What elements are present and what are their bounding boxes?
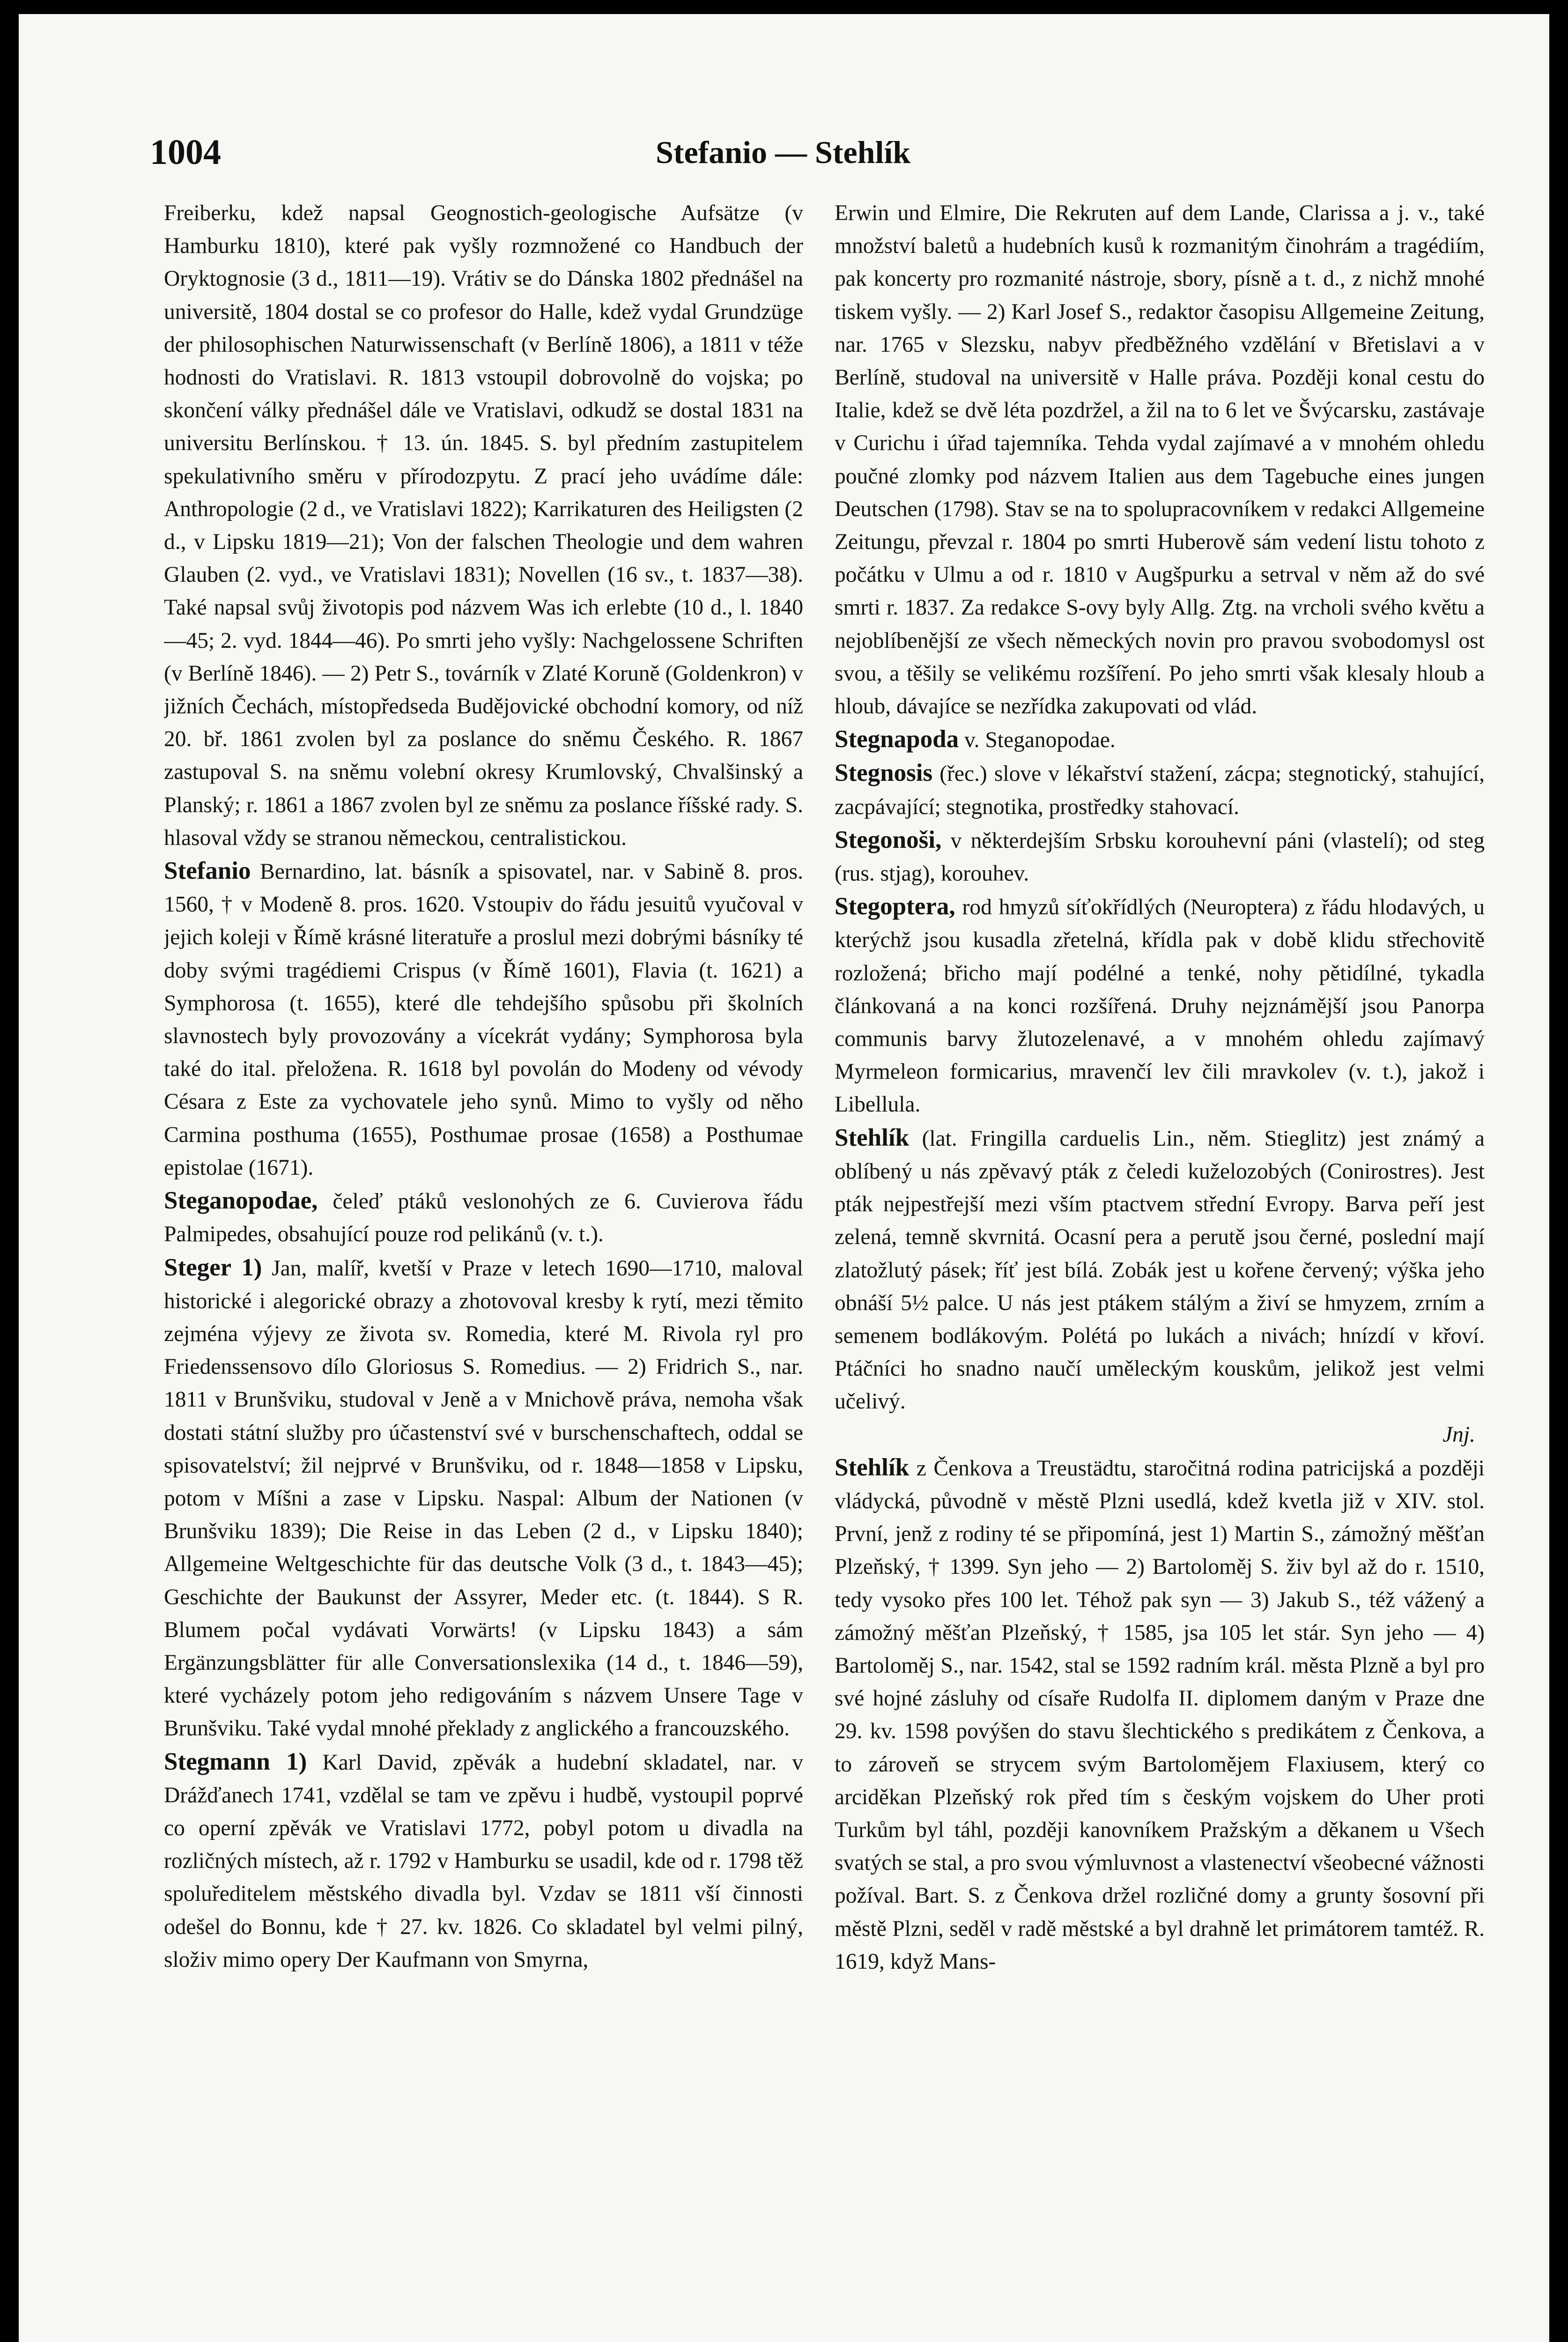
entry-text: (řec.) slove v lékařství stažení, zácpa; stegnotický, stahující, zacpávající; stegnotika, prostředky stahovací. [835,762,1485,819]
entry-text: (lat. Fringilla carduelis Lin., něm. Stieglitz) jest známý a oblíbený u nás zpěvavý pták z čeledi kuželozobých (Conirostres). Jest pták nejpestřejší mezi vším ptactvem střední Evropy. Barva peří jest zelená, temně skvrnitá. Ocasní pera a perutě jsou černé, poslední mají zlatožlutý pásek; říť jest bílá. Zobák jest u kořene červený; výška jeho obnáší 5½ palce. U nás jest ptákem stálým a živí se hmyzem, zrním a semenem bodlákovým. Polétá po lukách a nivách; hnízdí v křoví. Ptáčníci ho snadno naučí uměleckým kouskům, jelikož jest velmi učelivý. [835,1126,1485,1414]
entry-text: v některdejším Srbsku korouhevní páni (vlastelí); od steg (rus. stjag), korouhev. [835,828,1485,886]
entry-stehlik-family [835,1451,1485,1978]
entry-headword: Stegmann 1) [164,1748,307,1775]
entry-headword: Steganopodae, [164,1187,318,1215]
entry-continuation [835,197,1485,723]
entry-headword: Steger 1) [164,1253,262,1281]
entry-headword: Stehlík [835,1453,910,1481]
entry-text: Jan, malíř, kvetší v Praze v letech 1690—1710, maloval historické i alegorické obrazy a zhotovoval kresby k rytí, mezi těmito zejména výjevy ze života sv. Romedia, které M. Rivola ryl pro Friedenssensovo dílo Gloriosus S. Romedius. — 2) Fridrich S., nar. 1811 v Brunšviku, studoval v Jeně a v Mnichově práva, nemoha však dostati státní služby pro účastenství své v burschenschaftech, oddal se spisovatelství; žil nejprvé v Brunšviku, od r. 1848—1858 v Lipsku, potom v Míšni a zase v Lipsku. Naspal: Album der Nationen (v Brunšviku 1839); Die Reise in das Leben (2 d., v Lipsku 1840); Allgemeine Weltgeschichte für das deutsche Volk (3 d., t. 1843—45); Geschichte der Baukunst der Assyrer, Meder etc. (t. 1844). S R. Blumem počal vydávati Vorwärts! (v Lipsku 1843) a sám Ergänzungsblätter für alle Conversationslexika (14 d., t. 1846—59), které vycházely potom jeho redigováním s názvem Unsere Tage v Brunšviku. Také vydal mnohé překlady z anglického a francouzského. [164,1256,803,1741]
entry-continuation [164,197,803,854]
left-column [164,197,803,2342]
entry-text: Bernardino, lat. básník a spisovatel, nar. v Sabině 8. pros. 1560, † v Modeně 8. pros. 1620. Vstoupiv do řádu jesuitů vyučoval v jejich koleji v Římě krásné literatuře a proslul mezi dobrými básníky té doby svými tragédiemi Crispus (v Římě 1601), Flavia (t. 1621) a Symphorosa (t. 1655), které dle tehdejšího spůsobu při školních slavnostech byly provozovány a vícekrát vydány; Symphorosa byla také do ital. přeložena. R. 1618 byl povolán do Modeny od vévody Césara z Este za vychovatele jeho synů. Mimo to vyšly od něho Carmina posthuma (1655), Posthumae prosae (1658) a Posthumae epistolae (1671). [164,860,803,1180]
entry-headword: Stefanio [164,857,251,885]
entry-headword: Stegnapoda [835,726,959,753]
entry-signature [835,1418,1485,1451]
author-signature: Jnj. [1442,1422,1475,1447]
entry-headword: Stegonoši, [835,826,942,853]
right-column [835,197,1485,2342]
entry-text: Karl David, zpěvák a hudební skladatel, nar. v Drážďanech 1741, vzdělal se tam ve zpěvu i hudbě, vystoupil poprvé co operní zpěvák ve Vratislavi 1772, pobyl potom u divadla na rozličných místech, až r. 1792 v Hamburku se usadil, kde od r. 1798 těž spoluředitelem městského divadla byl. Vzdav se 1811 vší činnosti odešel do Bonnu, kde † 27. kv. 1826. Co skladatel byl velmi pilný, složiv mimo opery Der Kaufmann von Smyrna, [164,1750,803,1972]
page-header [150,132,1485,170]
entry-steganopodae [164,1184,803,1251]
entry-steger [164,1251,803,1745]
entry-stegmann [164,1745,803,1976]
entry-stehlik-bird [835,1121,1485,1418]
entry-headword: Stehlík [835,1124,910,1151]
entry-text: Freiberku, kdež napsal Geognostich-geologische Aufsätze (v Hamburku 1810), které pak vyšly rozmnožené co Handbuch der Oryktognosie (3 d., 1811—19). Vrátiv se do Dánska 1802 přednášel na universitě, 1804 dostal se co profesor do Halle, kdež vydal Grundzüge der philosophischen Naturwissenschaft (v Berlíně 1806), a 1811 v téže hodnosti do Vratislavi. R. 1813 vstoupil dobrovolně do vojska; po skončení války přednášel dále ve Vratislavi, odkudž se dostal 1831 na universitu Berlínskou. † 13. ún. 1845. S. byl předním zastupitelem spekulativního směru v přírodozpytu. Z prací jeho uvádíme dále: Anthropologie (2 d., ve Vratislavi 1822); Karrikaturen des Heiligsten (2 d., v Lipsku 1819—21); Von der falschen Theologie und dem wahren Glauben (2. vyd., ve Vratislavi 1831); Novellen (16 sv., t. 1837—38). Také napsal svůj životopis pod názvem Was ich erlebte (10 d., l. 1840—45; 2. vyd. 1844—46). Po smrti jeho vyšly: Nachgelossene Schriften (v Berlíně 1846). — 2) Petr S., továrník v Zlaté Koruně (Goldenkron) v jižních Čechách, místopředseda Budějovické obchodní komory, od níž 20. bř. 1861 zvolen byl za poslance do sněmu Českého. R. 1867 zastupoval S. na sněmu volební okresy Krumlovský, Chvalšinský a Planský; r. 1861 a 1867 zvolen byl ze sněmu za poslance říšské rady. S. hlasoval vždy se stranou německou, centralistickou. [164,201,803,850]
page-number: 1004 [150,133,221,172]
entry-text: z Čenkova a Treustädtu, staročitná rodina patricijská a později vládycká, původně v městě Plzni usedlá, kdež kvetla již v XIV. stol. První, jenž z rodiny té se připomíná, jest 1) Martin S., zámožný měšťan Plzeňský, † 1399. Syn jeho — 2) Bartoloměj S. živ byl až do r. 1510, tedy vysoko přes 100 let. Téhož pak syn — 3) Jakub S., též vážený a zámožný měšťan Plzeňský, † 1585, jsa 105 let stár. Syn jeho — 4) Bartoloměj S., nar. 1542, stal se 1592 radním král. města Plzně a byl pro své hojné zásluhy od císaře Rudolfa II. diplomem daným v Praze dne 29. kv. 1598 povýšen do stavu šlechtického s predikátem z Čenkova, a to zároveň se strycem svým Bartolomějem Flaxiusem, který co arciděkan Plzeňský rok před tím s českým vojskem do Uher proti Turkům byl táhl, později kanovníkem Pražským a děkanem u Všech svatých se stal, a pro svou výmluvnost a vlastenectví všeobecné vážnosti požíval. Bart. S. z Čenkova držel rozličné domy a grunty šosovní při městě Plzni, seděl v radě městské a byl drahně let primátorem tamtéž. R. 1619, když Mans- [835,1456,1485,1974]
entry-headword: Stegoptera, [835,893,955,920]
running-head: Stefanio — Stehlík [656,134,911,170]
entry-headword: Stegnosis [835,759,933,787]
entry-text: čeleď ptáků veslonohých ze 6. Cuvierova řádu Palmipedes, obsahující pouze rod pelikánů (v. t.). [164,1189,803,1247]
entry-text: Erwin und Elmire, Die Rekruten auf dem Lande, Clarissa a j. v., také množství baletů a hudebních kusů k rozmanitým činohrám a tragédiím, pak koncerty pro rozmanité nástroje, sbory, písně a t. d., z nichž mnohé tiskem vyšly. — 2) Karl Josef S., redaktor časopisu Allgemeine Zeitung, nar. 1765 v Slezsku, nabyv předběžného vzdělání v Břetislavi a v Berlíně, studoval na universitě v Halle práva. Později konal cestu do Italie, kdež se dvě léta pozdržel, a žil na to 6 let ve Švýcarsku, zastávaje v Curichu i úřad tajemníka. Tehda vydal zajímavé a v mnohém ohledu poučné zlomky pod názvem Italien aus dem Tagebuche eines jungen Deutschen (1798). Stav se na to spolupracovníkem v redakci Allgemeine Zeitungu, převzal r. 1804 po smrti Huberově sám vedení listu tohoto z počátku v Ulmu a od r. 1810 v Augšpurku a setrval v něm až do své smrti r. 1837. Za redakce S-ovy byly Allg. Ztg. na vrcholi svého květu a nejoblíbenější ze všech německých novin pro pravou svobodomysl ost svou, a těšily se velikému rozšíření. Po jeho smrti však klesaly hloub a hloub, dávajíce se nezřídka zakupovati od vlád. [835,201,1485,719]
entry-text: v. Steganopodae. [964,728,1116,753]
entry-text: rod hmyzů síťokřídlých (Neuroptera) z řádu hlodavých, u kterýchž jsou kusadla zřetelná, křídla pak v době klidu střechovitě rozložená; břicho mají podélné a tenké, nohy pětidílné, tykadla článkovaná a na konci rozšířená. Druhy nejznámější jsou Panorpa communis barvy žlutozelenavé, a v mnohém ohledu zajímavý Myrmeleon formicarius, mravenčí lev čili mravkolev (v. t.), jakož i Libellula. [835,895,1485,1117]
entry-stegnapoda [835,723,1485,756]
entry-stegonosi [835,823,1485,890]
entry-stegoptera [835,890,1485,1121]
entry-stegnosis [835,756,1485,823]
entry-stefanio [164,854,803,1184]
